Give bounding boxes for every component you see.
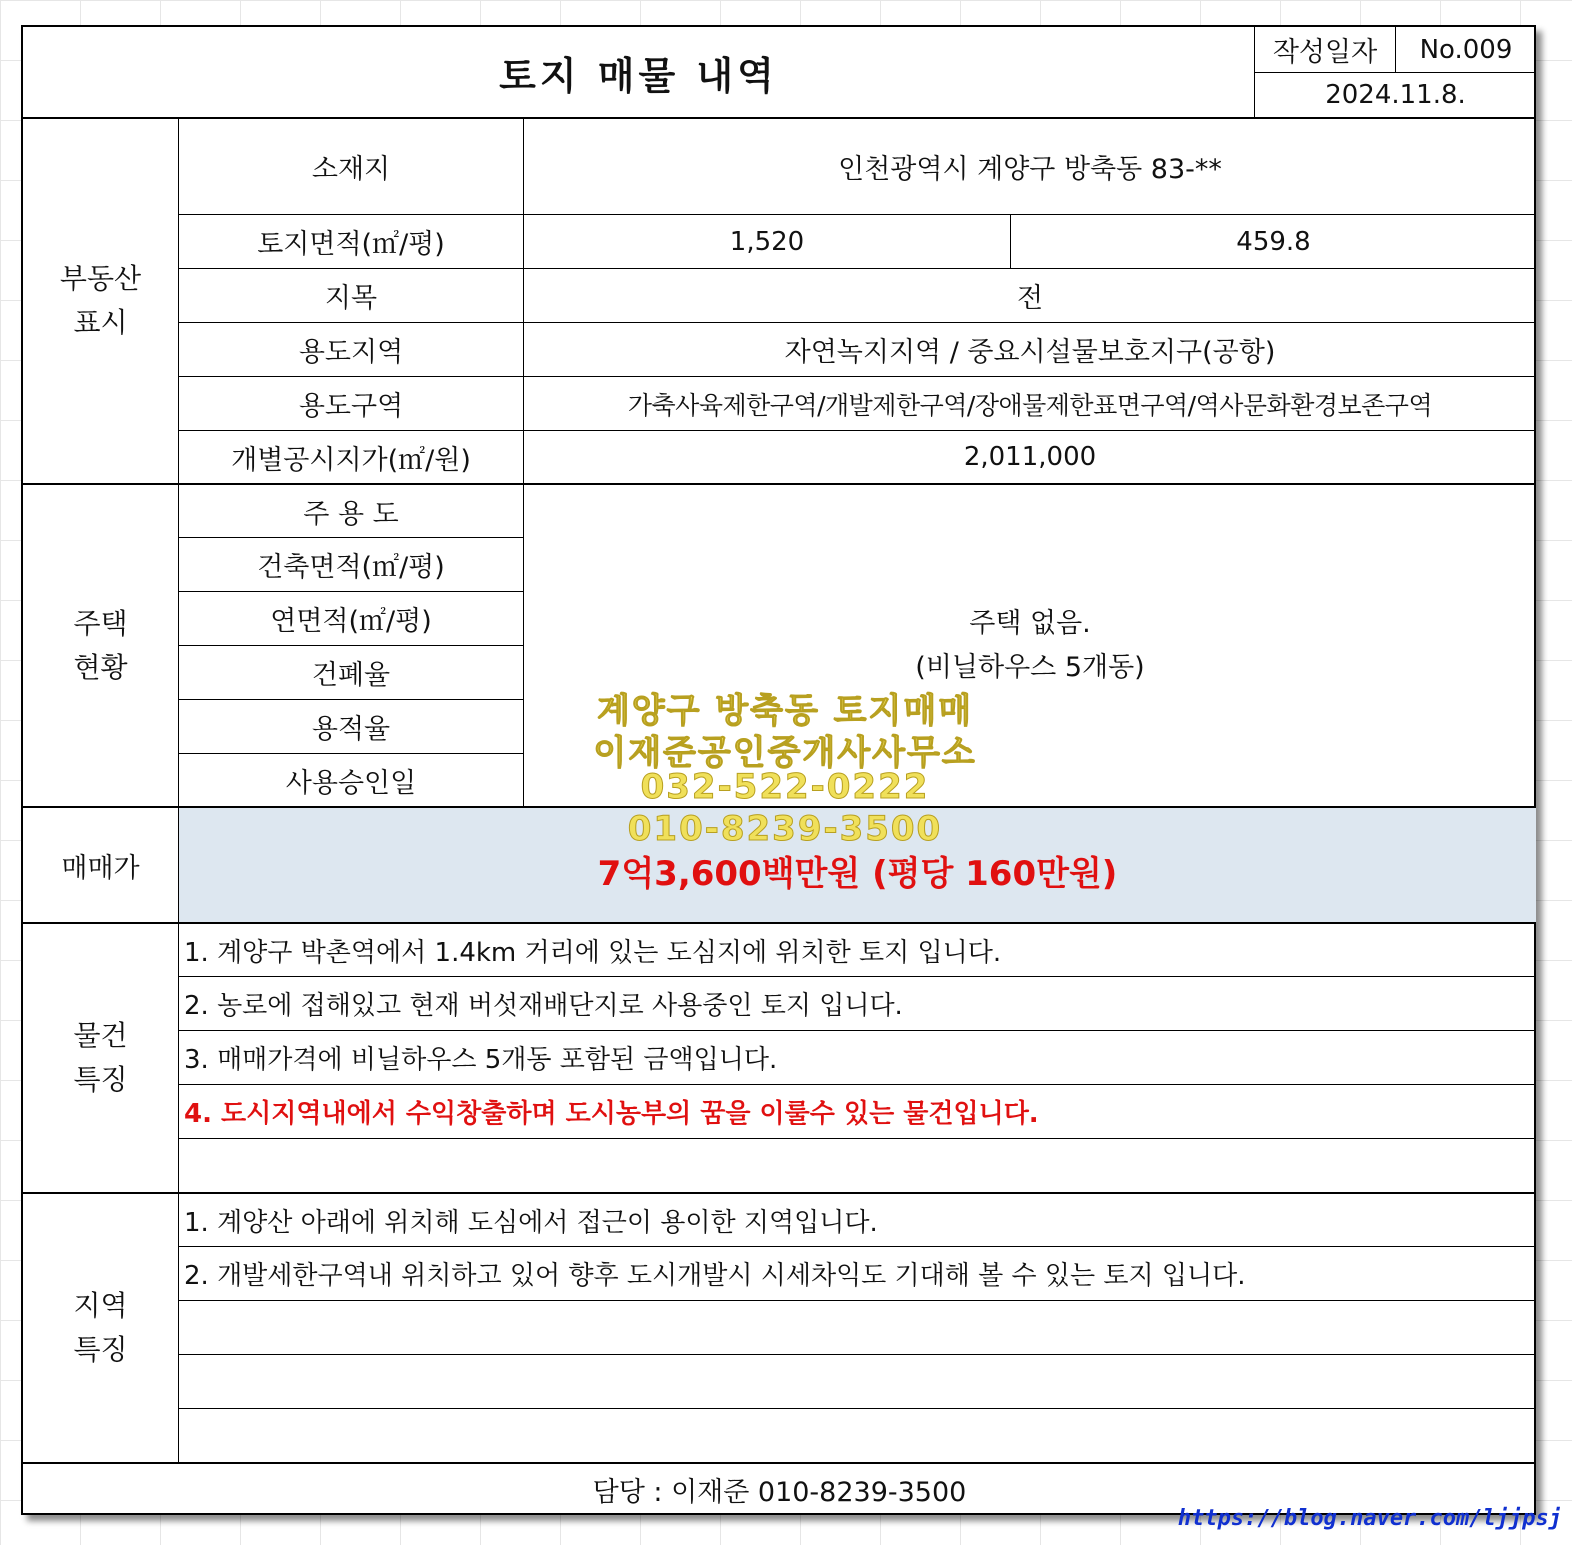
zone-label: 용도지역 [178, 322, 523, 376]
land-type-label: 지목 [178, 268, 523, 322]
document-date: 2024.11.8. [1254, 72, 1536, 117]
property-feature-item: 1. 계양구 박촌역에서 1.4km 거리에 있는 도심지에 위치한 토지 입니다. [178, 922, 1536, 976]
property-feature-item: 4. 도시지역내에서 수익창출하며 도시농부의 꿈을 이룰수 있는 물건입니다. [178, 1084, 1536, 1138]
document-title: 토지 매물 내역 [499, 53, 778, 98]
land-type-value: 전 [523, 268, 1536, 322]
blog-link[interactable]: https://blog.naver.com/ljjpsj [1177, 1506, 1562, 1531]
official-price-value: 2,011,000 [523, 430, 1536, 483]
district-label: 용도구역 [178, 376, 523, 430]
area-pyeong-value: 459.8 [1010, 214, 1536, 268]
location-value: 인천광역시 계양구 방축동 83-** [523, 117, 1536, 214]
property-feature-item: 3. 매매가격에 비닐하우스 5개동 포함된 금액입니다. [178, 1030, 1536, 1084]
contact-footer: 담당 : 이재준 010-8239-3500 [23, 1462, 1536, 1515]
house-value-line2: (비닐하우스 5개동) [915, 651, 1145, 683]
area-m2-value: 1,520 [523, 214, 1010, 268]
watermark-line: 032-522-0222 [640, 767, 930, 807]
official-price-label: 개별공시지가(㎡/원) [178, 430, 523, 483]
date-label: 작성일자 [1254, 27, 1395, 72]
sale-price-label: 매매가 [23, 806, 178, 922]
area-feature-item [178, 1300, 1536, 1354]
property-feature-item: 2. 농로에 접해있고 현재 버섯재배단지로 사용중인 토지 입니다. [178, 976, 1536, 1030]
house-row-label: 주 용 도 [178, 483, 523, 537]
property-feature-item [178, 1138, 1536, 1192]
house-row-label: 건폐율 [178, 645, 523, 699]
house-row-label: 건축면적(㎡/평) [178, 537, 523, 591]
property-features-label: 물건 특징 [23, 922, 178, 1192]
area-features-label: 지역 특징 [23, 1192, 178, 1462]
district-value: 가축사육제한구역/개발제한구역/장애물제한표면구역/역사문화환경보존구역 [523, 376, 1536, 430]
area-feature-item: 2. 개발세한구역내 위치하고 있어 향후 도시개발시 시세차익도 기대해 볼 수 있는 토지 입니다. [178, 1246, 1536, 1300]
house-row-label: 사용승인일 [178, 753, 523, 806]
house-row-label: 연면적(㎡/평) [178, 591, 523, 645]
zone-value: 자연녹지지역 / 중요시설물보호지구(공항) [523, 322, 1536, 376]
area-label: 토지면적(㎡/평) [178, 214, 523, 268]
watermark-line: 이재준공인중개사사무소 [593, 733, 977, 773]
area-feature-item: 1. 계양산 아래에 위치해 도심에서 접근이 용이한 지역입니다. [178, 1192, 1536, 1246]
realty-section-label: 부동산 표시 [23, 117, 178, 483]
location-label: 소재지 [178, 117, 523, 214]
watermark-line: 계양구 방축동 토지매매 [596, 691, 974, 731]
house-row-label: 용적율 [178, 699, 523, 753]
house-value-line1: 주택 없음. [969, 607, 1091, 639]
house-section-label: 주택 현황 [23, 483, 178, 806]
area-feature-item [178, 1354, 1536, 1408]
watermark-line: 010-8239-3500 [627, 809, 943, 849]
area-feature-item [178, 1408, 1536, 1462]
sale-price-value: 7억3,600백만원 (평당 160만원) [178, 806, 1536, 922]
document-number: No.009 [1395, 27, 1536, 72]
